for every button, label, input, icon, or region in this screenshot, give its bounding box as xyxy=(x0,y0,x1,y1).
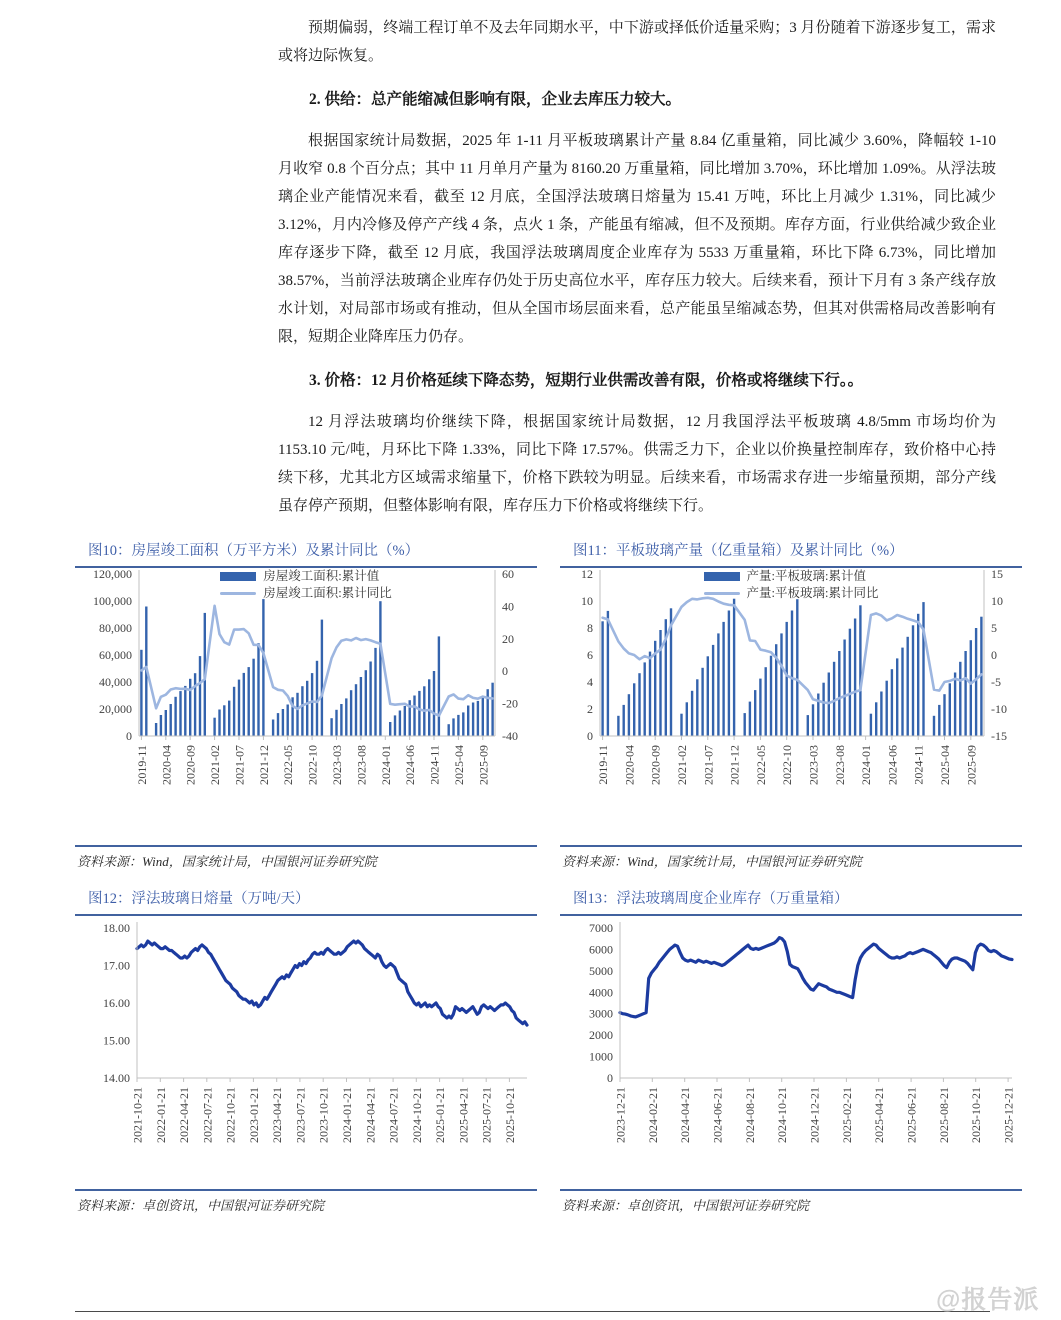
svg-text:-15: -15 xyxy=(991,729,1007,743)
svg-text:60: 60 xyxy=(502,568,514,581)
svg-text:6: 6 xyxy=(587,648,593,662)
figure12-title: 图12：浮法玻璃日熔量（万吨/天） xyxy=(75,886,537,916)
svg-text:6000: 6000 xyxy=(589,942,613,957)
figure10-title: 图10：房屋竣工面积（万平方米）及累计同比（%） xyxy=(75,538,537,568)
svg-text:-20: -20 xyxy=(502,696,518,711)
svg-text:2021-10-21: 2021-10-21 xyxy=(130,1087,145,1143)
svg-text:0: 0 xyxy=(587,729,593,743)
svg-text:2025-06-21: 2025-06-21 xyxy=(904,1087,919,1143)
figure13-title: 图13：浮法玻璃周度企业库存（万重量箱） xyxy=(560,886,1022,916)
svg-text:2000: 2000 xyxy=(589,1028,613,1043)
watermark: @报告派 xyxy=(936,1286,1040,1314)
paragraph-demand: 预期偏弱，终端工程订单不及去年同期水平，中下游或择低价适量采购；3 月份随着下游逐步复工，需求或将边际恢复。 xyxy=(278,20,996,64)
svg-text:2022-04-21: 2022-04-21 xyxy=(177,1087,192,1143)
figure13-source: 资料来源：卓创资讯，中国银河证券研究院 xyxy=(560,1189,1022,1216)
svg-text:2023-08: 2023-08 xyxy=(832,745,847,785)
svg-text:10: 10 xyxy=(991,594,1003,608)
svg-text:2025-09: 2025-09 xyxy=(476,745,491,785)
svg-text:2024-11: 2024-11 xyxy=(427,745,442,785)
figure-12 xyxy=(75,886,537,1216)
svg-text:10: 10 xyxy=(581,594,593,608)
svg-text:2024-08-21: 2024-08-21 xyxy=(742,1087,757,1143)
legend-label: 房屋竣工面积:累计同比 xyxy=(263,586,392,600)
svg-text:60,000: 60,000 xyxy=(99,648,132,662)
svg-text:2: 2 xyxy=(587,702,593,716)
figure-10 xyxy=(75,538,537,872)
svg-text:2024-02-21: 2024-02-21 xyxy=(645,1087,660,1143)
svg-text:2023-01-21: 2023-01-21 xyxy=(246,1087,261,1143)
svg-text:2024-10-21: 2024-10-21 xyxy=(775,1087,790,1143)
svg-text:2023-12-21: 2023-12-21 xyxy=(613,1087,628,1143)
svg-text:2023-07-21: 2023-07-21 xyxy=(293,1087,308,1143)
svg-text:100,000: 100,000 xyxy=(93,594,132,608)
figures-grid xyxy=(75,538,1022,1216)
svg-text:2024-01: 2024-01 xyxy=(378,745,393,785)
svg-text:2022-10-21: 2022-10-21 xyxy=(223,1087,238,1143)
svg-text:2022-05: 2022-05 xyxy=(753,745,768,785)
svg-text:2022-01-21: 2022-01-21 xyxy=(153,1087,168,1143)
heading-supply: 2. 供给：总产能缩减但影响有限，企业去库压力较大。 xyxy=(309,91,682,108)
figure13-chart xyxy=(560,916,1022,1189)
svg-text:8: 8 xyxy=(587,621,593,635)
svg-text:2019-11: 2019-11 xyxy=(134,745,149,785)
svg-text:0: 0 xyxy=(126,729,132,743)
svg-text:0: 0 xyxy=(607,1071,613,1085)
heading-price: 3. 价格：12 月价格延续下降态势，短期行业供需改善有限，价格或将继续下行。。 xyxy=(309,372,864,389)
svg-text:20: 20 xyxy=(502,631,514,646)
svg-text:2025-10-21: 2025-10-21 xyxy=(969,1087,984,1143)
svg-text:2022-10: 2022-10 xyxy=(305,745,320,785)
svg-text:2025-09: 2025-09 xyxy=(964,745,979,785)
svg-text:2023-04-21: 2023-04-21 xyxy=(270,1087,285,1143)
svg-text:7000: 7000 xyxy=(589,921,613,935)
svg-text:16.00: 16.00 xyxy=(103,996,130,1010)
svg-text:0: 0 xyxy=(991,648,997,662)
svg-text:2025-02-21: 2025-02-21 xyxy=(839,1087,854,1143)
svg-text:2025-07-21: 2025-07-21 xyxy=(479,1087,494,1143)
svg-text:2021-12: 2021-12 xyxy=(727,745,742,785)
svg-text:2025-04-21: 2025-04-21 xyxy=(456,1087,471,1143)
svg-text:2024-06: 2024-06 xyxy=(403,745,418,785)
svg-text:18.00: 18.00 xyxy=(103,921,130,935)
svg-text:2024-04-21: 2024-04-21 xyxy=(363,1087,378,1143)
figure10-chart xyxy=(75,568,537,845)
svg-text:0: 0 xyxy=(502,664,508,679)
svg-text:4000: 4000 xyxy=(589,985,613,1000)
svg-text:2025-08-21: 2025-08-21 xyxy=(936,1087,951,1143)
svg-text:2024-10-21: 2024-10-21 xyxy=(409,1087,424,1143)
svg-text:2023-03: 2023-03 xyxy=(330,745,344,785)
paragraph-supply: 根据国家统计局数据，2025 年 1-11 月平板玻璃累计产量 8.84 亿重量箱，同比减少 3.60%，降幅较 1-10 月收窄 0.8 个百分点；其中 11 月单月产量为 8160.20 万重量箱，同比增加 3.70%，环比增加 1.09%。从浮法玻璃企业产能情况来看，截至 12 月底，全国浮法玻璃日熔量为 15.41 万吨，环比上月减少 1.31%，同比减少 3.12%，月内冷修及停产产线 4 条，点火 1 条，产能虽有缩减，但不及预期。库存方面，行业供给减少致企业库存逐步下降，截至 12 月底，我国浮法玻璃周度企业库存为 5533 万重量箱，环比下降 6.73%，同比增加 38.57%，当前浮法玻璃企业库存仍处于历史高位水平，库存压力较大。后续来看，预计下月有 3 条产线存放水计划，对局部市场或有推动，但从全国市场层面来看，总产能虽呈缩减态势，但其对供需格局改善影响有限，短期企业降库压力仍存。 xyxy=(278,133,996,345)
svg-text:17.00: 17.00 xyxy=(103,958,130,973)
svg-text:2021-02: 2021-02 xyxy=(208,745,223,785)
svg-text:2024-11: 2024-11 xyxy=(911,745,926,785)
svg-text:2025-10-21: 2025-10-21 xyxy=(502,1087,517,1143)
figure-11 xyxy=(560,538,1022,872)
svg-text:15.00: 15.00 xyxy=(103,1033,130,1048)
svg-text:2024-01-21: 2024-01-21 xyxy=(340,1087,354,1143)
svg-text:2025-04: 2025-04 xyxy=(938,745,952,785)
legend-label: 产量:平板玻璃:累计值 xyxy=(746,569,866,583)
svg-text:2020-04: 2020-04 xyxy=(159,745,174,785)
svg-text:4: 4 xyxy=(587,675,593,689)
legend-label: 产量:平板玻璃:累计同比 xyxy=(746,586,879,600)
svg-text:-10: -10 xyxy=(991,702,1007,716)
svg-text:2022-07-21: 2022-07-21 xyxy=(200,1087,215,1143)
svg-text:2020-09: 2020-09 xyxy=(183,745,198,785)
svg-text:2025-01-21: 2025-01-21 xyxy=(433,1087,448,1143)
svg-text:80,000: 80,000 xyxy=(99,621,132,635)
svg-text:12: 12 xyxy=(581,568,593,581)
svg-text:40,000: 40,000 xyxy=(99,675,132,689)
svg-text:2022-05: 2022-05 xyxy=(281,745,296,785)
figure11-chart xyxy=(560,568,1022,845)
svg-text:2021-07: 2021-07 xyxy=(232,745,247,785)
svg-text:2023-08: 2023-08 xyxy=(354,745,369,785)
svg-text:2023-10-21: 2023-10-21 xyxy=(316,1087,331,1143)
svg-text:2025-04-21: 2025-04-21 xyxy=(872,1087,887,1143)
svg-text:5: 5 xyxy=(991,621,997,635)
svg-text:40: 40 xyxy=(502,599,514,614)
svg-text:15: 15 xyxy=(991,568,1003,581)
svg-text:120,000: 120,000 xyxy=(93,568,132,581)
svg-text:2025-04: 2025-04 xyxy=(451,745,466,785)
figure12-chart xyxy=(75,916,537,1189)
svg-text:1000: 1000 xyxy=(589,1049,613,1064)
svg-text:2020-09: 2020-09 xyxy=(648,745,663,785)
figure12-source: 资料来源：卓创资讯，中国银河证券研究院 xyxy=(75,1189,537,1216)
svg-text:2021-12: 2021-12 xyxy=(256,745,271,785)
svg-text:2024-07-21: 2024-07-21 xyxy=(386,1087,401,1143)
figure11-source: 资料来源：Wind，国家统计局，中国银河证券研究院 xyxy=(560,845,1022,872)
svg-text:5000: 5000 xyxy=(589,963,613,978)
paragraph-price: 12 月浮法玻璃均价继续下降，根据国家统计局数据，12 月我国浮法平板玻璃 4.8/5mm 市场均价为 1153.10 元/吨，月环比下降 1.33%，同比下降 17.57%。供需乏力下，企业以价换量控制库存，致价格中心持续下移，尤其北方区域需求缩量下，价格下跌较为明显。后续来看，市场需求存进一步缩量预期，部分产线虽存停产预期，但整体影响有限，库存压力下价格或将继续下行。 xyxy=(278,414,996,514)
svg-text:14.00: 14.00 xyxy=(103,1071,130,1085)
figure11-title: 图11：平板玻璃产量（亿重量箱）及累计同比（%） xyxy=(560,538,1022,568)
svg-text:2022-10: 2022-10 xyxy=(780,745,795,785)
figure-13 xyxy=(560,886,1022,1216)
svg-text:2021-02: 2021-02 xyxy=(675,745,689,785)
svg-text:3000: 3000 xyxy=(589,1006,613,1021)
figure10-source: 资料来源：Wind，国家统计局，中国银河证券研究院 xyxy=(75,845,537,872)
svg-text:2024-06: 2024-06 xyxy=(885,745,900,785)
svg-text:2024-04-21: 2024-04-21 xyxy=(678,1087,693,1143)
report-text-block xyxy=(278,14,996,520)
svg-text:2024-01: 2024-01 xyxy=(859,745,874,785)
svg-text:20,000: 20,000 xyxy=(99,702,132,716)
svg-text:2024-12-21: 2024-12-21 xyxy=(807,1087,822,1143)
legend-label: 房屋竣工面积:累计值 xyxy=(263,569,380,583)
footer-divider xyxy=(75,1311,990,1312)
svg-text:2019-11: 2019-11 xyxy=(596,745,611,785)
svg-text:2025-12-21: 2025-12-21 xyxy=(1001,1087,1016,1143)
svg-text:-40: -40 xyxy=(502,729,518,743)
svg-text:2021-07: 2021-07 xyxy=(701,745,716,785)
svg-text:-5: -5 xyxy=(991,675,1001,689)
svg-text:2024-06-21: 2024-06-21 xyxy=(710,1087,725,1143)
svg-text:2023-03: 2023-03 xyxy=(806,745,821,785)
svg-text:2020-04: 2020-04 xyxy=(622,745,637,785)
